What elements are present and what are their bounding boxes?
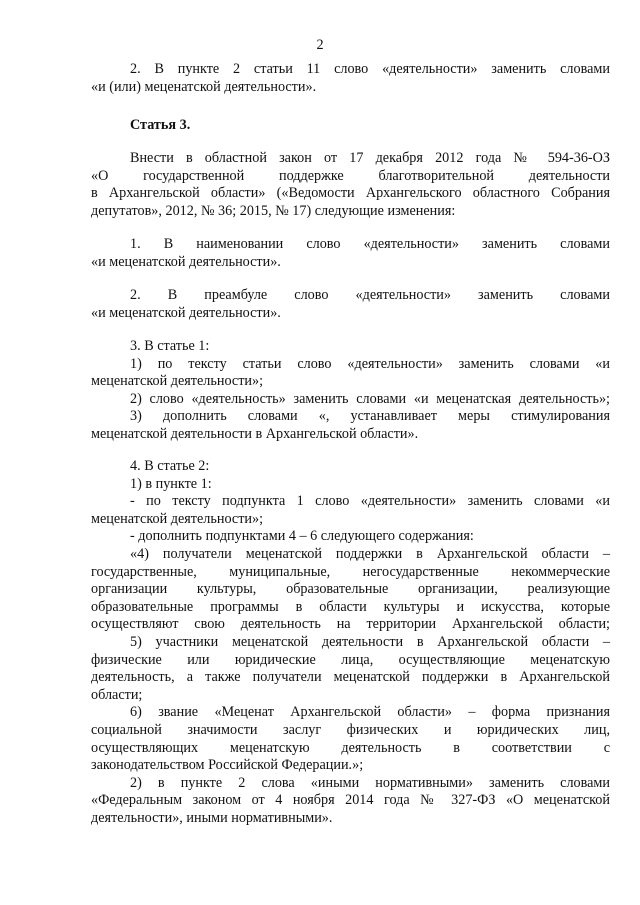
text-line: Внести в областной закон от 17 декабря 2012 года № 594-36-ОЗ — [130, 150, 610, 166]
text-line: организации культуры, образовательные организации, реализующие — [91, 581, 610, 598]
text-line: меценатской деятельности»; — [91, 373, 264, 390]
text-line: социальной значимости заслуг физических и юридических лиц, — [91, 721, 610, 738]
paragraph-article11-amendment — [91, 61, 610, 96]
text-line: физические или юридические лица, осуществляющие меценатскую — [91, 651, 610, 668]
text-line: 3. В статье 1: — [130, 338, 210, 354]
text-line: «4) получатели меценатской поддержки в Архангельской области – — [130, 545, 610, 562]
text-line: «О государственной поддержке благотворительной деятельности — [91, 167, 610, 184]
text-line: области; — [91, 686, 143, 703]
text-line: 4. В статье 2: — [130, 458, 210, 474]
item-3 — [91, 338, 610, 444]
text-line: 2. В пункте 2 статьи 11 слово «деятельности» заменить словами — [130, 61, 610, 77]
text-line: меценатской деятельности»; — [91, 510, 264, 527]
text-line: 1) по тексту статьи слово «деятельности» заменить словами «и — [130, 355, 610, 372]
text-line: 2. В преамбуле слово «деятельности» заменить словами — [130, 287, 610, 303]
text-line: государственные, муниципальные, негосударственные некоммерческие — [91, 563, 610, 580]
text-line: образовательные программы в области культуры и искусства, которые — [91, 598, 610, 615]
article3-heading: Статья 3. — [130, 117, 191, 133]
text-line: «Федеральным законом от 4 ноября 2014 года № 327-ФЗ «О меценатской — [91, 792, 610, 809]
item-1 — [91, 236, 610, 271]
page-number: 2 — [316, 37, 324, 53]
text-line: законодательством Российской Федерации.»; — [91, 757, 364, 774]
text-line: 3) дополнить словами «, устанавливает меры стимулирования — [130, 408, 610, 425]
text-line: деятельность, а также получатели меценатской поддержки в Архангельской — [91, 669, 610, 686]
text-line: депутатов», 2012, № 36; 2015, № 17) следующие изменения: — [91, 202, 456, 219]
text-line: 5) участники меценатской деятельности в Архангельской области – — [130, 633, 610, 650]
text-line: «и (или) меценатской деятельности». — [91, 78, 317, 95]
text-line: - по тексту подпункта 1 слово «деятельности» заменить словами «и — [130, 493, 610, 510]
text-line: меценатской деятельности в Архангельской области». — [91, 425, 419, 442]
text-line: 6) звание «Меценат Архангельской области» – форма признания — [130, 704, 610, 721]
text-line: в Архангельской области» («Ведомости Архангельского областного Собрания — [91, 185, 610, 202]
text-line: 1. В наименовании слово «деятельности» заменить словами — [130, 236, 610, 252]
item-2 — [91, 287, 610, 322]
text-line: осуществляющих меценатскую деятельность в соответствии с — [91, 739, 610, 756]
text-line: - дополнить подпунктами 4 – 6 следующего содержания: — [130, 528, 474, 545]
paragraph-intro — [91, 150, 610, 220]
text-line: 2) в пункте 2 слова «иными нормативными» заменить словами — [130, 774, 610, 791]
article-heading — [91, 117, 610, 135]
text-line: «и меценатской деятельности». — [91, 253, 281, 270]
text-line: осуществляют свою деятельность на территории Архангельской области; — [91, 616, 610, 633]
text-line: деятельности», иными нормативными». — [91, 809, 333, 826]
text-line: 2) слово «деятельность» заменить словами «и меценатская деятельность»; — [130, 390, 610, 407]
text-line: 1) в пункте 1: — [130, 475, 212, 492]
text-line: «и меценатской деятельности». — [91, 304, 281, 321]
item-4 — [91, 458, 610, 827]
